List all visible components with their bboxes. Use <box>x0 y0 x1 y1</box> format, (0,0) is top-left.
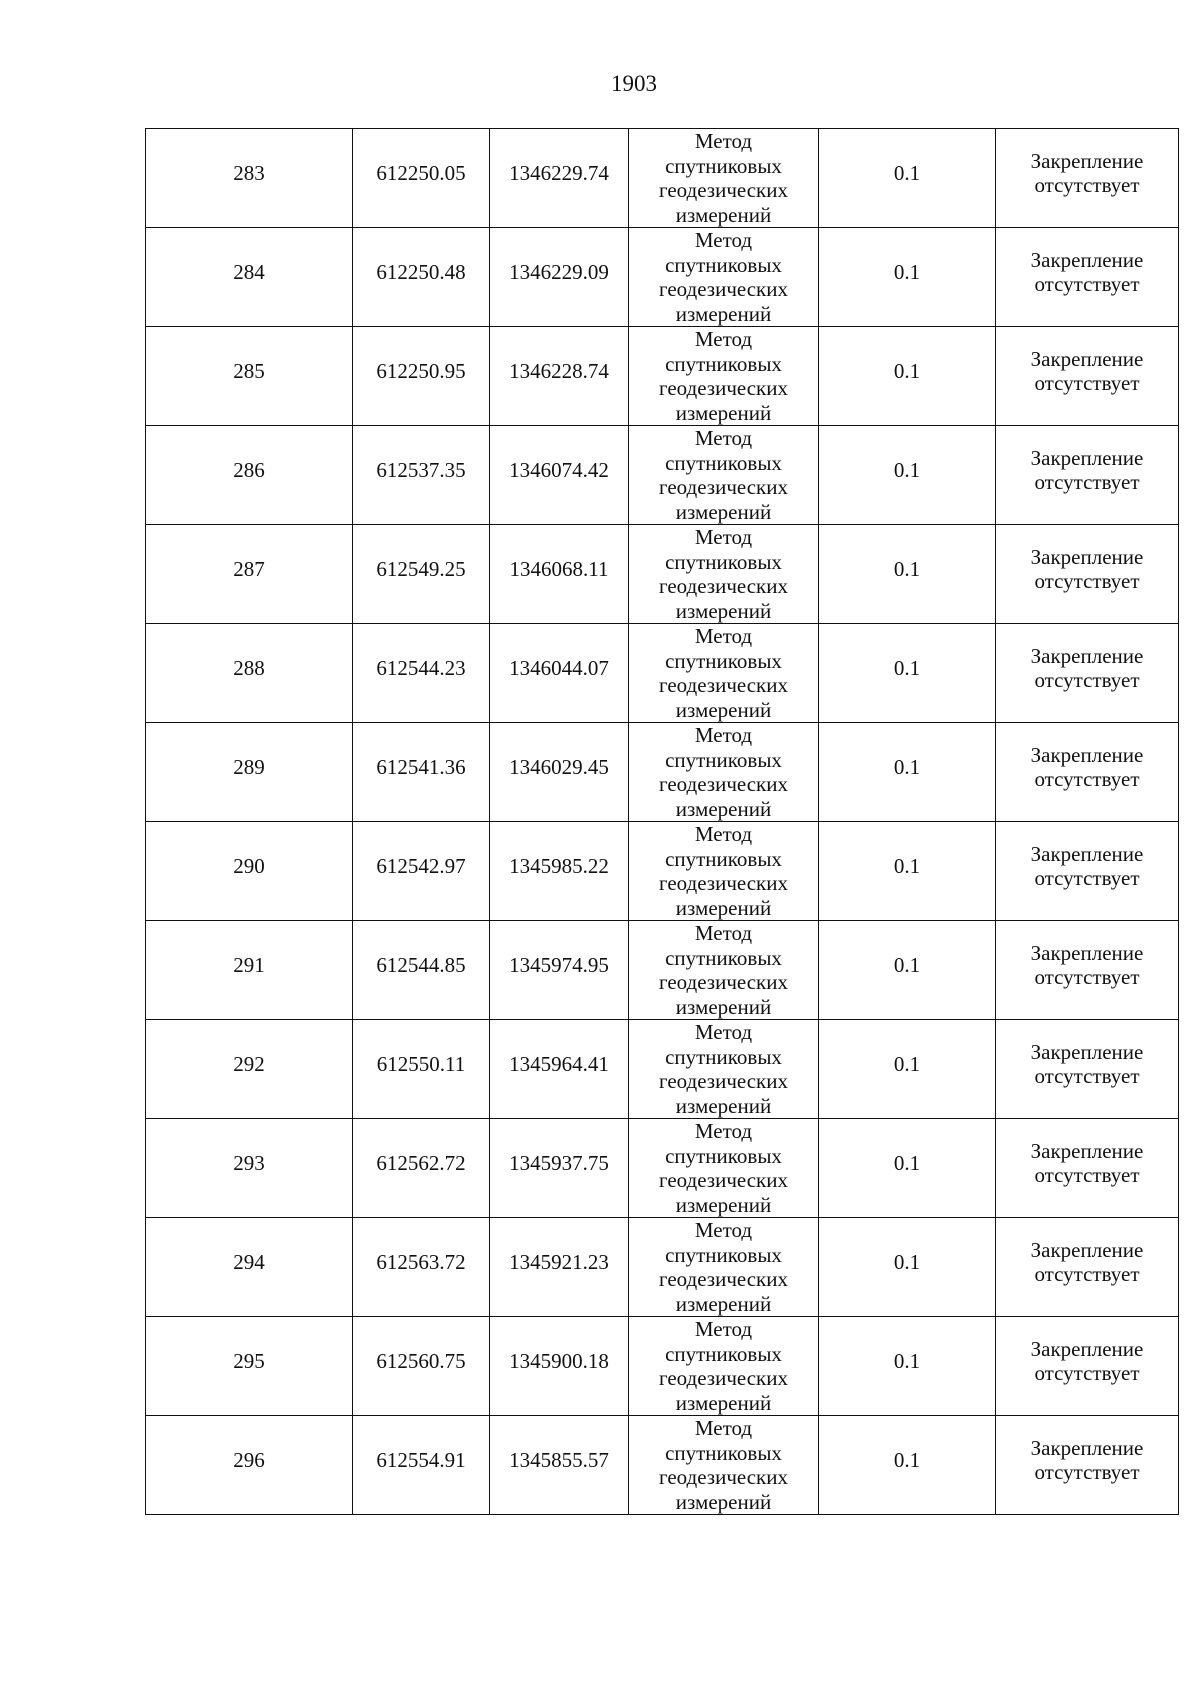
point-number-cell <box>146 921 353 1020</box>
point-number-cell <box>146 129 353 228</box>
y-coordinate-cell-text: 1345937.75 <box>509 1150 609 1175</box>
x-coordinate-cell-text: 612554.91 <box>376 1447 466 1472</box>
y-coordinate-cell <box>490 327 629 426</box>
fixing-cell <box>996 1020 1179 1119</box>
accuracy-cell <box>819 525 996 624</box>
accuracy-cell-text: 0.1 <box>893 259 921 284</box>
x-coordinate-cell <box>353 1317 490 1416</box>
method-cell <box>629 624 819 723</box>
fixing-text <box>1031 1337 1144 1386</box>
accuracy-cell-text: 0.1 <box>893 1249 921 1274</box>
method-line: измерений <box>675 499 772 524</box>
point-number-cell <box>146 822 353 921</box>
accuracy-cell-text: 0.1 <box>893 160 921 185</box>
accuracy-cell <box>819 723 996 822</box>
fixing-text <box>1031 149 1144 198</box>
y-coordinate-cell-text: 1346044.07 <box>509 655 609 680</box>
method-line: Метод <box>694 1020 753 1044</box>
fixing-line: Закрепление <box>1030 841 1144 866</box>
y-coordinate-cell-text: 1346029.45 <box>509 754 609 779</box>
y-coordinate-cell <box>490 1020 629 1119</box>
method-cell <box>629 426 819 525</box>
y-coordinate-cell-text: 1345900.18 <box>509 1348 609 1373</box>
fixing-cell <box>996 624 1179 723</box>
accuracy-cell-text: 0.1 <box>893 655 921 680</box>
method-cell <box>629 327 819 426</box>
table-row <box>146 723 1179 822</box>
x-coordinate-cell-text: 612542.97 <box>376 853 466 878</box>
fixing-line: Закрепление <box>1030 1138 1144 1163</box>
x-coordinate-cell-text: 612563.72 <box>376 1249 466 1274</box>
method-line: спутниковых <box>665 846 782 871</box>
table-row <box>146 1218 1179 1317</box>
fixing-text <box>1031 248 1144 297</box>
fixing-line: Закрепление <box>1030 445 1144 470</box>
x-coordinate-cell <box>353 525 490 624</box>
method-line: геодезических <box>658 475 788 499</box>
point-number-cell <box>146 1119 353 1218</box>
x-coordinate-cell <box>353 1416 490 1515</box>
fixing-text <box>1031 941 1144 990</box>
method-line: измерений <box>675 1192 772 1217</box>
fixing-line: отсутствует <box>1034 470 1140 494</box>
fixing-cell <box>996 426 1179 525</box>
fixing-line: Закрепление <box>1030 544 1144 569</box>
fixing-cell <box>996 228 1179 327</box>
method-line: измерений <box>675 301 772 326</box>
fixing-text <box>1031 1238 1144 1287</box>
point-number-cell-text: 292 <box>233 1051 265 1076</box>
method-line: спутниковых <box>665 549 782 574</box>
x-coordinate-cell <box>353 327 490 426</box>
method-line: Метод <box>694 1317 753 1341</box>
point-number-cell <box>146 327 353 426</box>
accuracy-cell <box>819 921 996 1020</box>
method-cell <box>629 822 819 921</box>
method-line: измерений <box>675 796 772 821</box>
accuracy-cell <box>819 624 996 723</box>
point-number-cell-text: 287 <box>233 556 265 581</box>
point-number-cell-text: 283 <box>233 160 265 185</box>
y-coordinate-cell-text: 1345855.57 <box>509 1447 609 1472</box>
fixing-cell <box>996 327 1179 426</box>
method-line: измерений <box>675 994 772 1019</box>
y-coordinate-cell <box>490 723 629 822</box>
fixing-cell <box>996 1317 1179 1416</box>
method-line: геодезических <box>658 178 788 202</box>
point-number-cell-text: 294 <box>233 1249 265 1274</box>
accuracy-cell-text: 0.1 <box>893 1447 921 1472</box>
y-coordinate-cell <box>490 822 629 921</box>
method-line: Метод <box>694 525 753 549</box>
table-body <box>146 129 1179 1515</box>
method-line: измерений <box>675 202 772 227</box>
point-number-cell <box>146 624 353 723</box>
y-coordinate-cell <box>490 1218 629 1317</box>
fixing-line: отсутствует <box>1034 668 1140 692</box>
page-number: 1903 <box>611 71 657 96</box>
y-coordinate-cell-text: 1346068.11 <box>509 556 609 581</box>
x-coordinate-cell <box>353 1119 490 1218</box>
fixing-text <box>1031 347 1144 396</box>
method-line: измерений <box>675 1291 772 1316</box>
point-number-cell-text: 296 <box>233 1447 265 1472</box>
x-coordinate-cell-text: 612560.75 <box>376 1348 466 1373</box>
fixing-line: Закрепление <box>1030 742 1144 767</box>
method-line: спутниковых <box>665 747 782 772</box>
method-line: спутниковых <box>665 945 782 970</box>
method-line: измерений <box>675 697 772 722</box>
point-number-cell-text: 285 <box>233 358 265 383</box>
accuracy-cell <box>819 1020 996 1119</box>
accuracy-cell-text: 0.1 <box>893 457 921 482</box>
table-row <box>146 1119 1179 1218</box>
fixing-line: Закрепление <box>1030 346 1144 371</box>
fixing-line: Закрепление <box>1030 1237 1144 1262</box>
fixing-line: отсутствует <box>1034 371 1140 395</box>
point-number-cell <box>146 426 353 525</box>
method-line: геодезических <box>658 871 788 895</box>
x-coordinate-cell-text: 612541.36 <box>376 754 466 779</box>
y-coordinate-cell-text: 1345974.95 <box>509 952 609 977</box>
fixing-line: отсутствует <box>1034 1064 1140 1088</box>
method-line: геодезических <box>658 1168 788 1192</box>
table-row <box>146 327 1179 426</box>
y-coordinate-cell-text: 1345985.22 <box>509 853 609 878</box>
point-number-cell <box>146 1020 353 1119</box>
method-line: геодезических <box>658 1366 788 1390</box>
accuracy-cell-text: 0.1 <box>893 754 921 779</box>
fixing-text <box>1031 446 1144 495</box>
point-number-cell-text: 284 <box>233 259 265 284</box>
accuracy-cell <box>819 1317 996 1416</box>
method-line: измерений <box>675 1390 772 1415</box>
y-coordinate-cell <box>490 921 629 1020</box>
method-line: спутниковых <box>665 1143 782 1168</box>
fixing-line: отсутствует <box>1034 965 1140 989</box>
method-cell <box>629 921 819 1020</box>
method-line: Метод <box>694 1416 753 1440</box>
x-coordinate-cell <box>353 624 490 723</box>
fixing-line: Закрепление <box>1030 1435 1144 1460</box>
method-line: Метод <box>694 228 753 252</box>
method-line: Метод <box>694 1218 753 1242</box>
point-number-cell <box>146 1317 353 1416</box>
method-line: геодезических <box>658 574 788 598</box>
x-coordinate-cell-text: 612250.95 <box>376 358 466 383</box>
fixing-line: отсутствует <box>1034 1361 1140 1385</box>
method-line: Метод <box>694 723 753 747</box>
method-cell <box>629 129 819 228</box>
x-coordinate-cell-text: 612537.35 <box>376 457 466 482</box>
fixing-text <box>1031 1436 1144 1485</box>
table-row <box>146 426 1179 525</box>
method-line: геодезических <box>658 970 788 994</box>
method-line: Метод <box>694 921 753 945</box>
point-number-cell <box>146 1218 353 1317</box>
fixing-line: отсутствует <box>1034 1460 1140 1484</box>
method-line: спутниковых <box>665 648 782 673</box>
y-coordinate-cell-text: 1346229.09 <box>509 259 609 284</box>
fixing-cell <box>996 723 1179 822</box>
fixing-line: Закрепление <box>1030 247 1144 272</box>
table-row <box>146 129 1179 228</box>
fixing-line: отсутствует <box>1034 272 1140 296</box>
method-line: геодезических <box>658 376 788 400</box>
accuracy-cell <box>819 426 996 525</box>
method-line: спутниковых <box>665 351 782 376</box>
fixing-line: Закрепление <box>1030 1039 1144 1064</box>
fixing-text <box>1031 1139 1144 1188</box>
accuracy-cell-text: 0.1 <box>893 358 921 383</box>
table-row <box>146 1317 1179 1416</box>
fixing-line: отсутствует <box>1034 1262 1140 1286</box>
fixing-line: Закрепление <box>1030 148 1144 173</box>
x-coordinate-cell <box>353 129 490 228</box>
point-number-cell <box>146 1416 353 1515</box>
fixing-cell <box>996 129 1179 228</box>
x-coordinate-cell-text: 612549.25 <box>376 556 466 581</box>
fixing-line: отсутствует <box>1034 866 1140 890</box>
coordinates-table <box>145 128 1179 1515</box>
accuracy-cell <box>819 822 996 921</box>
accuracy-cell <box>819 1218 996 1317</box>
method-line: геодезических <box>658 1267 788 1291</box>
method-line: спутниковых <box>665 450 782 475</box>
method-line: геодезических <box>658 772 788 796</box>
y-coordinate-cell <box>490 228 629 327</box>
x-coordinate-cell-text: 612544.85 <box>376 952 466 977</box>
x-coordinate-cell-text: 612250.05 <box>376 160 466 185</box>
method-cell <box>629 723 819 822</box>
fixing-line: Закрепление <box>1030 1336 1144 1361</box>
method-line: спутниковых <box>665 1242 782 1267</box>
method-cell <box>629 525 819 624</box>
y-coordinate-cell-text: 1346229.74 <box>509 160 609 185</box>
fixing-line: отсутствует <box>1034 1163 1140 1187</box>
method-line: геодезических <box>658 1069 788 1093</box>
fixing-cell <box>996 1119 1179 1218</box>
accuracy-cell-text: 0.1 <box>893 1150 921 1175</box>
fixing-text <box>1031 545 1144 594</box>
y-coordinate-cell <box>490 1317 629 1416</box>
method-cell <box>629 228 819 327</box>
method-line: Метод <box>694 1119 753 1143</box>
method-line: Метод <box>694 426 753 450</box>
fixing-cell <box>996 921 1179 1020</box>
y-coordinate-cell <box>490 1416 629 1515</box>
table-row <box>146 228 1179 327</box>
method-cell <box>629 1119 819 1218</box>
point-number-cell-text: 293 <box>233 1150 265 1175</box>
table-row <box>146 822 1179 921</box>
method-line: спутниковых <box>665 1440 782 1465</box>
y-coordinate-cell <box>490 129 629 228</box>
x-coordinate-cell-text: 612544.23 <box>376 655 466 680</box>
x-coordinate-cell-text: 612562.72 <box>376 1150 466 1175</box>
point-number-cell <box>146 228 353 327</box>
point-number-cell <box>146 525 353 624</box>
method-cell <box>629 1020 819 1119</box>
fixing-cell <box>996 822 1179 921</box>
accuracy-cell <box>819 1416 996 1515</box>
point-number-cell-text: 295 <box>233 1348 265 1373</box>
method-line: спутниковых <box>665 1341 782 1366</box>
point-number-cell-text: 290 <box>233 853 265 878</box>
y-coordinate-cell-text: 1345921.23 <box>509 1249 609 1274</box>
method-cell <box>629 1317 819 1416</box>
method-line: измерений <box>675 895 772 920</box>
fixing-cell <box>996 525 1179 624</box>
accuracy-cell-text: 0.1 <box>893 1348 921 1373</box>
method-line: измерений <box>675 1489 772 1514</box>
point-number-cell <box>146 723 353 822</box>
fixing-line: Закрепление <box>1030 940 1144 965</box>
accuracy-cell <box>819 327 996 426</box>
method-cell <box>629 1416 819 1515</box>
x-coordinate-cell-text: 612550.11 <box>376 1051 466 1076</box>
method-cell <box>629 1218 819 1317</box>
x-coordinate-cell <box>353 921 490 1020</box>
y-coordinate-cell <box>490 624 629 723</box>
fixing-line: Закрепление <box>1030 643 1144 668</box>
method-line: спутниковых <box>665 252 782 277</box>
method-line: геодезических <box>658 277 788 301</box>
accuracy-cell-text: 0.1 <box>893 1051 921 1076</box>
table-row <box>146 1416 1179 1515</box>
accuracy-cell-text: 0.1 <box>893 556 921 581</box>
fixing-text <box>1031 842 1144 891</box>
method-line: Метод <box>694 327 753 351</box>
fixing-text <box>1031 1040 1144 1089</box>
point-number-cell-text: 289 <box>233 754 265 779</box>
fixing-text <box>1031 644 1144 693</box>
accuracy-cell-text: 0.1 <box>893 952 921 977</box>
method-line: Метод <box>694 822 753 846</box>
method-line: спутниковых <box>665 1044 782 1069</box>
method-line: измерений <box>675 1093 772 1118</box>
y-coordinate-cell <box>490 525 629 624</box>
x-coordinate-cell-text: 612250.48 <box>376 259 466 284</box>
point-number-cell-text: 291 <box>233 952 265 977</box>
accuracy-cell <box>819 129 996 228</box>
accuracy-cell-text: 0.1 <box>893 853 921 878</box>
y-coordinate-cell-text: 1346228.74 <box>509 358 609 383</box>
accuracy-cell <box>819 228 996 327</box>
table-row <box>146 624 1179 723</box>
y-coordinate-cell-text: 1346074.42 <box>509 457 609 482</box>
accuracy-cell <box>819 1119 996 1218</box>
fixing-cell <box>996 1218 1179 1317</box>
x-coordinate-cell <box>353 1020 490 1119</box>
x-coordinate-cell <box>353 822 490 921</box>
fixing-line: отсутствует <box>1034 173 1140 197</box>
fixing-cell <box>996 1416 1179 1515</box>
method-line: геодезических <box>658 1465 788 1489</box>
method-line: геодезических <box>658 673 788 697</box>
point-number-cell-text: 286 <box>233 457 265 482</box>
fixing-text <box>1031 743 1144 792</box>
x-coordinate-cell <box>353 723 490 822</box>
table-row <box>146 1020 1179 1119</box>
method-line: Метод <box>694 129 753 153</box>
fixing-line: отсутствует <box>1034 569 1140 593</box>
method-line: Метод <box>694 624 753 648</box>
x-coordinate-cell <box>353 426 490 525</box>
y-coordinate-cell <box>490 426 629 525</box>
y-coordinate-cell-text: 1345964.41 <box>509 1051 609 1076</box>
x-coordinate-cell <box>353 1218 490 1317</box>
x-coordinate-cell <box>353 228 490 327</box>
fixing-line: отсутствует <box>1034 767 1140 791</box>
table-row <box>146 921 1179 1020</box>
table-row <box>146 525 1179 624</box>
y-coordinate-cell <box>490 1119 629 1218</box>
method-line: измерений <box>675 400 772 425</box>
method-line: спутниковых <box>665 153 782 178</box>
point-number-cell-text: 288 <box>233 655 265 680</box>
method-line: измерений <box>675 598 772 623</box>
